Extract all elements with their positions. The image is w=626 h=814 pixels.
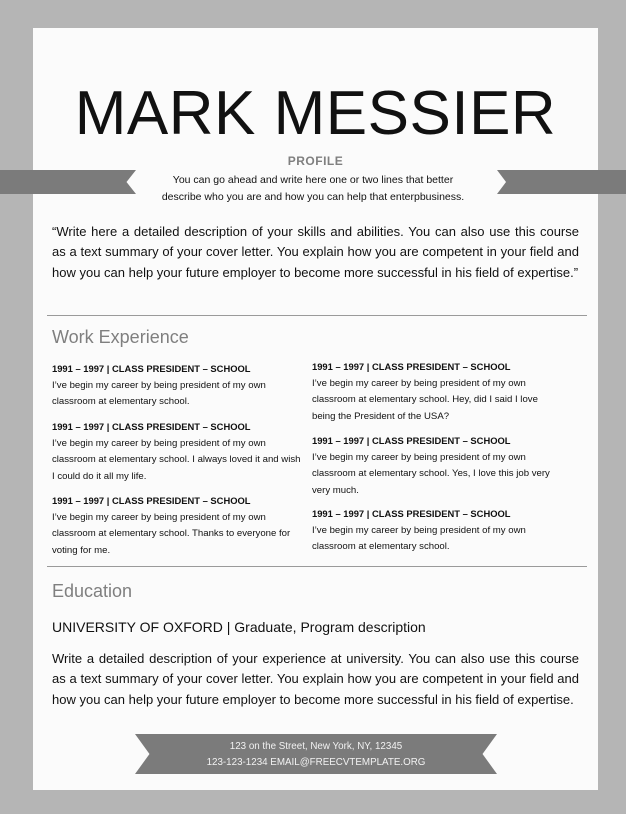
university-line: UNIVERSITY OF OXFORD | Graduate, Program description: [52, 619, 426, 635]
profile-line-2: describe who you are and how you can help that enterpbusiness.: [161, 191, 465, 203]
job-description: I’ve begin my career by being president of my own classroom at elementary school. Yes, I love this job very very much.: [312, 451, 550, 496]
footer-phone-email: 123-123-1234 EMAIL@FREECVTEMPLATE.ORG: [206, 757, 426, 768]
job-entry: [312, 359, 562, 425]
job-heading: 1991 – 1997 | CLASS PRESIDENT – SCHOOL: [312, 508, 511, 519]
footer-address: 123 on the Street, New York, NY, 12345: [229, 741, 403, 752]
profile-title: PROFILE: [287, 154, 344, 168]
job-description: I’ve begin my career by being president of my own classroom at elementary school. Thanks to everyone for voting for me.: [52, 511, 291, 556]
profile-text: [148, 172, 478, 206]
profile-ribbon-left: [0, 170, 136, 194]
job-heading: 1991 – 1997 | CLASS PRESIDENT – SCHOOL: [52, 495, 251, 506]
job-description: I’ve begin my career by being president of my own classroom at elementary school. Hey, did I said I love being the President of the USA?: [312, 377, 538, 422]
divider: [47, 566, 587, 567]
divider: [47, 315, 587, 316]
job-entry: [52, 361, 302, 411]
education-title: Education: [52, 581, 133, 601]
job-description: I’ve begin my career by being president of my own classroom at elementary school.: [312, 524, 526, 552]
job-entry: [52, 493, 302, 559]
education-paragraph: Write a detailed description of your experience at university. You can also use this course as a text summary of your cover letter. You explain how you are competent in your field and how you can help your future employer to become more successful in his field of expertise.: [52, 651, 579, 707]
job-entry: [312, 433, 562, 499]
person-name: MARK MESSIER: [74, 79, 557, 148]
footer-contact: [135, 739, 497, 771]
job-entry: [312, 506, 562, 556]
job-heading: 1991 – 1997 | CLASS PRESIDENT – SCHOOL: [312, 435, 511, 446]
summary-paragraph: “Write here a detailed description of your skills and abilities. You can also use this course as a text summary of your cover letter. You explain how you are competent in your field and how you can help your future employer to become more successful in his field of expertise.”: [52, 224, 579, 280]
job-heading: 1991 – 1997 | CLASS PRESIDENT – SCHOOL: [312, 361, 511, 372]
job-description: I’ve begin my career by being president of my own classroom at elementary school. I always loved it and wish I could do it all my life.: [52, 437, 301, 482]
job-description: I’ve begin my career by being president of my own classroom at elementary school.: [52, 379, 266, 407]
job-heading: 1991 – 1997 | CLASS PRESIDENT – SCHOOL: [52, 363, 251, 374]
profile-ribbon-right: [497, 170, 626, 194]
job-entry: [52, 419, 302, 485]
work-experience-title: Work Experience: [52, 327, 189, 347]
profile-line-1: You can go ahead and write here one or two lines that better: [172, 174, 454, 186]
job-heading: 1991 – 1997 | CLASS PRESIDENT – SCHOOL: [52, 421, 251, 432]
